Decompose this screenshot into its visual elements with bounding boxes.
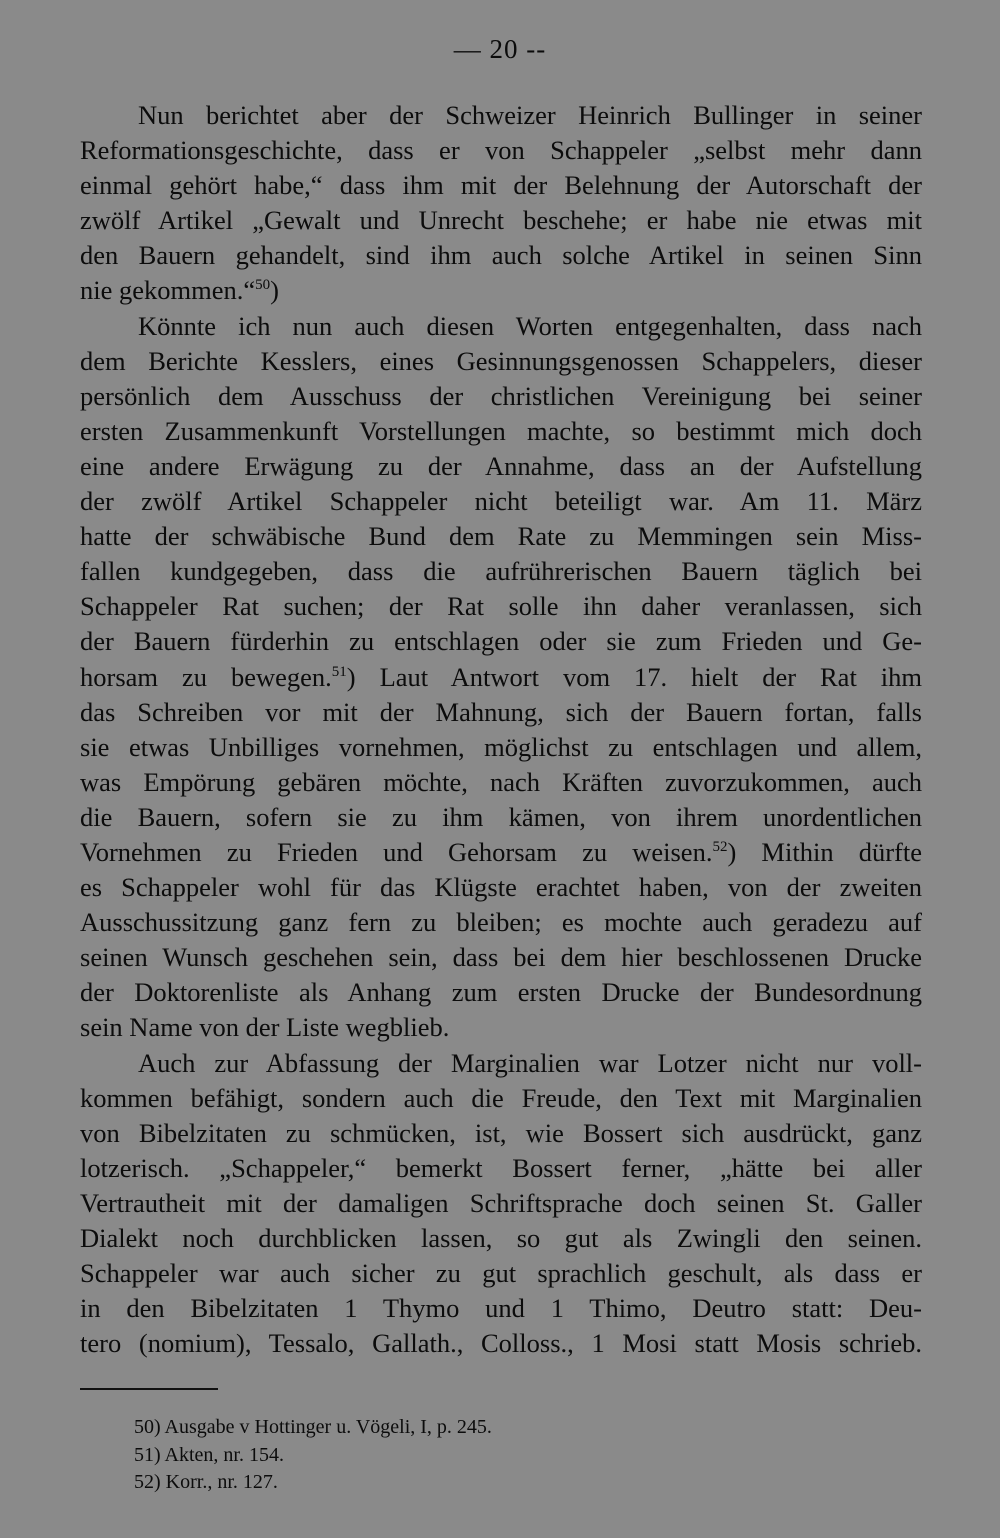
text-line: sein Name von der Liste wegblieb. xyxy=(80,1012,450,1043)
text-line: lotzerisch. „Schappeler,“ bemerkt Bossert ferner, „hätte bei aller xyxy=(80,1152,922,1183)
footnotes xyxy=(134,1414,492,1497)
text-line: seinen Wunsch geschehen sein, dass bei dem hier beschlossenen Drucke xyxy=(80,942,922,973)
text-line: tero (nomium), Tessalo, Gallath., Colloss., 1 Mosi statt Mosis schrieb. xyxy=(80,1328,922,1359)
footnote: 51) Akten, nr. 154. xyxy=(134,1443,284,1466)
paragraph-1 xyxy=(80,98,922,309)
text-line: das Schreiben vor mit der Mahnung, sich der Bauern fortan, falls xyxy=(80,696,922,727)
text-line: was Empörung gebären möchte, nach Kräften zuvorzukommen, auch xyxy=(80,766,922,797)
text-line: es Schappeler wohl für das Klügste erachtet haben, von der zweiten xyxy=(80,872,922,903)
footnote-ref: 52 xyxy=(712,838,728,855)
text-line xyxy=(80,660,922,695)
text-line: der Doktorenliste als Anhang zum ersten Drucke der Bundesordnung xyxy=(80,977,922,1008)
text-line: Schappeler war auch sicher zu gut sprachlich geschult, als dass er xyxy=(80,1258,922,1289)
text-line: Könnte ich nun auch diesen Worten entgegenhalten, dass nach xyxy=(138,310,922,341)
text-line: der zwölf Artikel Schappeler nicht beteiligt war. Am 11. März xyxy=(80,486,922,517)
text-line: Ausschussitzung ganz fern zu bleiben; es mochte auch geradezu auf xyxy=(80,907,922,938)
footnote-separator xyxy=(80,1388,218,1390)
text-run: nie gekommen.“ xyxy=(80,275,256,306)
text-run: ) xyxy=(270,275,279,306)
paragraph-3 xyxy=(80,1046,922,1362)
text-line xyxy=(80,273,922,308)
footnote-ref: 51 xyxy=(331,663,347,680)
page-number: — 20 -- xyxy=(453,34,547,64)
text-line xyxy=(80,835,922,870)
text-line: sie etwas Unbilliges vornehmen, möglichst zu entschlagen und allem, xyxy=(80,731,922,762)
text-line: Nun berichtet aber der Schweizer Heinrich Bullinger in seiner xyxy=(138,100,922,130)
text-line: ersten Zusammenkunft Vorstellungen machte, so bestimmt mich doch xyxy=(80,415,922,446)
text-line: persönlich dem Ausschuss der christlichen Vereinigung bei seiner xyxy=(80,380,922,411)
text-line: dem Berichte Kesslers, eines Gesinnungsgenossen Schappelers, dieser xyxy=(80,345,922,376)
text-line: kommen befähigt, sondern auch die Freude, den Text mit Marginalien xyxy=(80,1082,922,1113)
text-line: eine andere Erwägung zu der Annahme, dass an der Aufstellung xyxy=(80,450,922,481)
text-line: der Bauern fürderhin zu entschlagen oder sie zum Frieden und Ge- xyxy=(80,626,922,657)
text-line: hatte der schwäbische Bund dem Rate zu Memmingen sein Miss- xyxy=(80,521,922,552)
footnote: 50) Ausgabe v Hottinger u. Vögeli, I, p. 245. xyxy=(134,1416,492,1438)
footnote-ref: 50 xyxy=(255,277,271,294)
text-line: zwölf Artikel „Gewalt und Unrecht beschehe; er habe nie etwas mit xyxy=(80,205,922,236)
text-line: von Bibelzitaten zu schmücken, ist, wie Bossert sich ausdrückt, ganz xyxy=(80,1117,922,1148)
text-line: den Bauern gehandelt, sind ihm auch solche Artikel in seinen Sinn xyxy=(80,240,922,271)
text-run: ) Mithin dürfte xyxy=(727,836,923,867)
footnote: 52) Korr., nr. 127. xyxy=(134,1471,278,1493)
text-line: Auch zur Abfassung der Marginalien war Lotzer nicht nur voll- xyxy=(138,1047,922,1078)
body-text xyxy=(80,98,922,1361)
text-line: Vertrautheit mit der damaligen Schriftsprache doch seinen St. Galler xyxy=(80,1187,922,1218)
text-line: Dialekt noch durchblicken lassen, so gut als Zwingli den seinen. xyxy=(80,1223,922,1253)
text-run: Vornehmen zu Frieden und Gehorsam zu weisen. xyxy=(80,836,713,867)
text-run: ) Laut Antwort vom 17. hielt der Rat ihm xyxy=(346,661,923,692)
text-line: Schappeler Rat suchen; der Rat solle ihn daher veranlassen, sich xyxy=(80,591,922,622)
text-line: Reformationsgeschichte, dass er von Schappeler „selbst mehr dann xyxy=(80,135,922,166)
text-line: die Bauern, sofern sie zu ihm kämen, von ihrem unordentlichen xyxy=(80,801,922,832)
text-line: einmal gehört habe,“ dass ihm mit der Belehnung der Autorschaft der xyxy=(80,170,922,201)
paragraph-2 xyxy=(80,309,922,1046)
text-run: horsam zu bewegen. xyxy=(80,661,332,692)
text-line: fallen kundgegeben, dass die aufrührerischen Bauern täglich bei xyxy=(80,556,922,587)
text-line: in den Bibelzitaten 1 Thymo und 1 Thimo, Deutro statt: Deu- xyxy=(80,1293,922,1324)
